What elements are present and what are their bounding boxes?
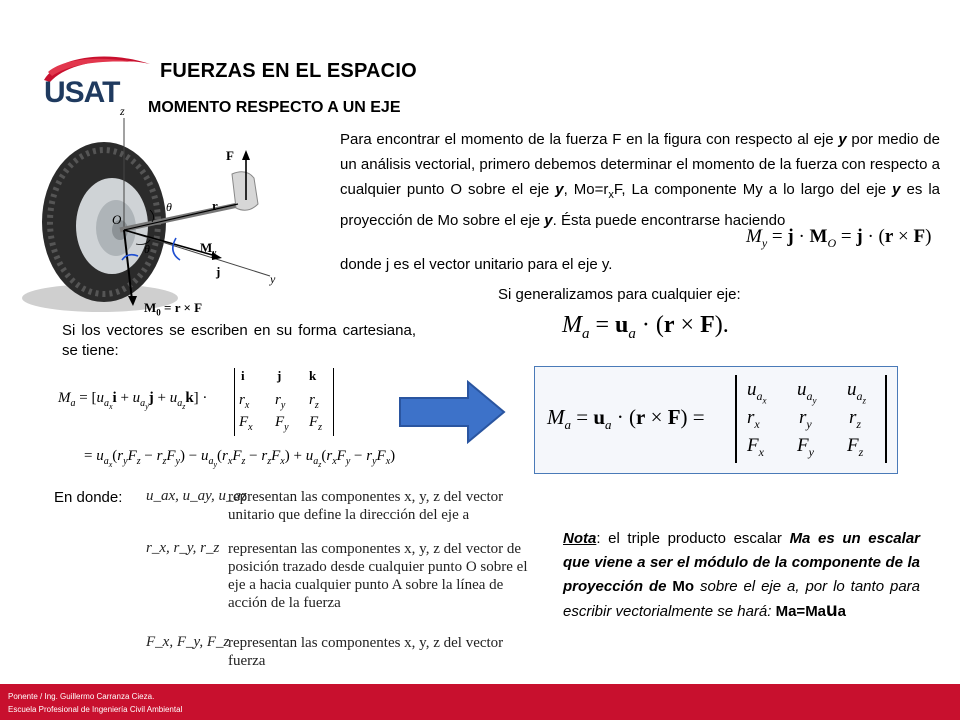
label-theta-2: θ xyxy=(144,242,150,256)
nota-text-2: Ma es un escalar que viene a ser el módulo de la componente de la proyección de xyxy=(563,530,920,595)
nota-text-7: a xyxy=(837,603,846,620)
label-F: F xyxy=(226,148,234,163)
label-M0 xyxy=(144,300,202,318)
nota-text-4: sobre el eje a, por lo tanto para escribir vectorialmente se hará: xyxy=(563,578,920,620)
def-text-r: representan las componentes x, y, z del vector de posición trazado desde cualquier punto O sobre el eje a hacia cualquier punto A sobre la línea de acción de la fuerza xyxy=(228,541,528,611)
label-r: r xyxy=(212,198,218,213)
label-My-sub: y xyxy=(212,247,217,258)
nota-text-6: u xyxy=(826,600,838,621)
nota-text-3: Mo xyxy=(672,578,695,595)
right-arrow-icon xyxy=(398,380,506,444)
page-subtitle: MOMENTO RESPECTO A UN EJE xyxy=(148,99,401,116)
cartesian-text: Si los vectores se escriben en su forma cartesiana, se tiene: xyxy=(62,322,416,359)
intro-x: x xyxy=(608,189,614,201)
label-M0-sub: 0 xyxy=(156,307,161,318)
intro-text-2: por medio de un análisis vectorial, primero debemos determinar el momento de la fuerza con respecto a cualquier punto O sobre el eje xyxy=(340,131,940,198)
label-M0-base: M xyxy=(144,300,157,315)
footer-school: Escuela Profesional de Ingeniería Civil Ambiental xyxy=(8,705,183,714)
nota-text-1: : el triple producto escalar xyxy=(596,530,790,547)
footer-bar xyxy=(0,684,960,720)
def-symbol-F: F_x, F_y, F_z xyxy=(146,634,230,650)
page-title: FUERZAS EN EL ESPACIO xyxy=(160,60,417,82)
logo-text: USAT xyxy=(44,76,120,109)
def-text-u: representan las componentes x, y, z del vector unitario que define la dirección del eje a xyxy=(228,489,504,523)
label-y-axis: y xyxy=(270,272,276,286)
intro-y-2: y xyxy=(555,181,564,198)
definitions-list xyxy=(146,488,530,672)
intro-text-4: F, La componente My a lo largo del eje xyxy=(613,181,893,198)
footer-speaker: Ponente / Ing. Guillermo Carranza Cieza. xyxy=(8,692,155,701)
en-donde-label: En donde: xyxy=(54,489,123,506)
nota-box xyxy=(563,527,920,624)
def-text-F: representan las componentes x, y, z del vector fuerza xyxy=(228,635,504,669)
intro-y-4: y xyxy=(544,212,553,229)
generalize-text: Si generalizamos para cualquier eje: xyxy=(498,286,741,303)
usat-logo xyxy=(38,50,156,109)
nota-text-5: Ma=Ma xyxy=(775,603,827,620)
label-theta-1: θ xyxy=(166,200,172,214)
my-formula: $M_y = j \cdot M_O = j \cdot (r \times F)$ xyxy=(746,226,932,250)
intro-text-1: Para encontrar el momento de la fuerza F en la figura con respecto al eje xyxy=(340,131,839,148)
intro-text-6: . Ésta puede encontrarse haciendo xyxy=(552,212,786,229)
label-My xyxy=(200,240,216,258)
intro-last-line: donde j es el vector unitario para el eje y. xyxy=(340,256,613,273)
label-z: z xyxy=(120,104,125,118)
intro-paragraph xyxy=(340,127,940,233)
label-j: j xyxy=(216,264,221,279)
ma-formula: $M_a = u_a \cdot (r \times F)$. xyxy=(562,312,729,342)
label-M0-rest: = r × F xyxy=(160,300,203,315)
determinant-expansion: $M_a = [u_{a_x}i + u_{a_y}j + u_{a_z}k]$ · i j k $r_x$ $r_y$ $r_z$ $F_x$ $F_y$ $F_z$ = $u_{a_x}(r_yF_z - r_zF_y) - u_{a_y}(r_xF_z - r_zF_x) + u_{a_z}(r_xF_y - r_yF_x)$ xyxy=(58,368,396,469)
label-O: O xyxy=(112,212,122,227)
wheel-figure xyxy=(20,104,336,320)
intro-text-3: , Mo=r xyxy=(563,181,609,198)
nota-label: Nota xyxy=(563,530,597,547)
label-My-base: M xyxy=(200,240,213,255)
def-symbol-r: r_x, r_y, r_z xyxy=(146,540,220,556)
intro-y-3: y xyxy=(892,181,901,198)
intro-text-5: es la proyección de Mo sobre el eje xyxy=(340,181,940,229)
intro-y-1: y xyxy=(838,131,847,148)
def-symbol-u: u_ax, u_ay, u_az xyxy=(146,488,247,504)
triple-product-box: $M_a = u_a \cdot (r \times F)$ = $u_{a_x}$ $u_{a_y}$ $u_{a_z}$ $r_x$ $r_y$ $r_z$ $F_x$ $F_y$ $F_z$ xyxy=(534,366,898,474)
